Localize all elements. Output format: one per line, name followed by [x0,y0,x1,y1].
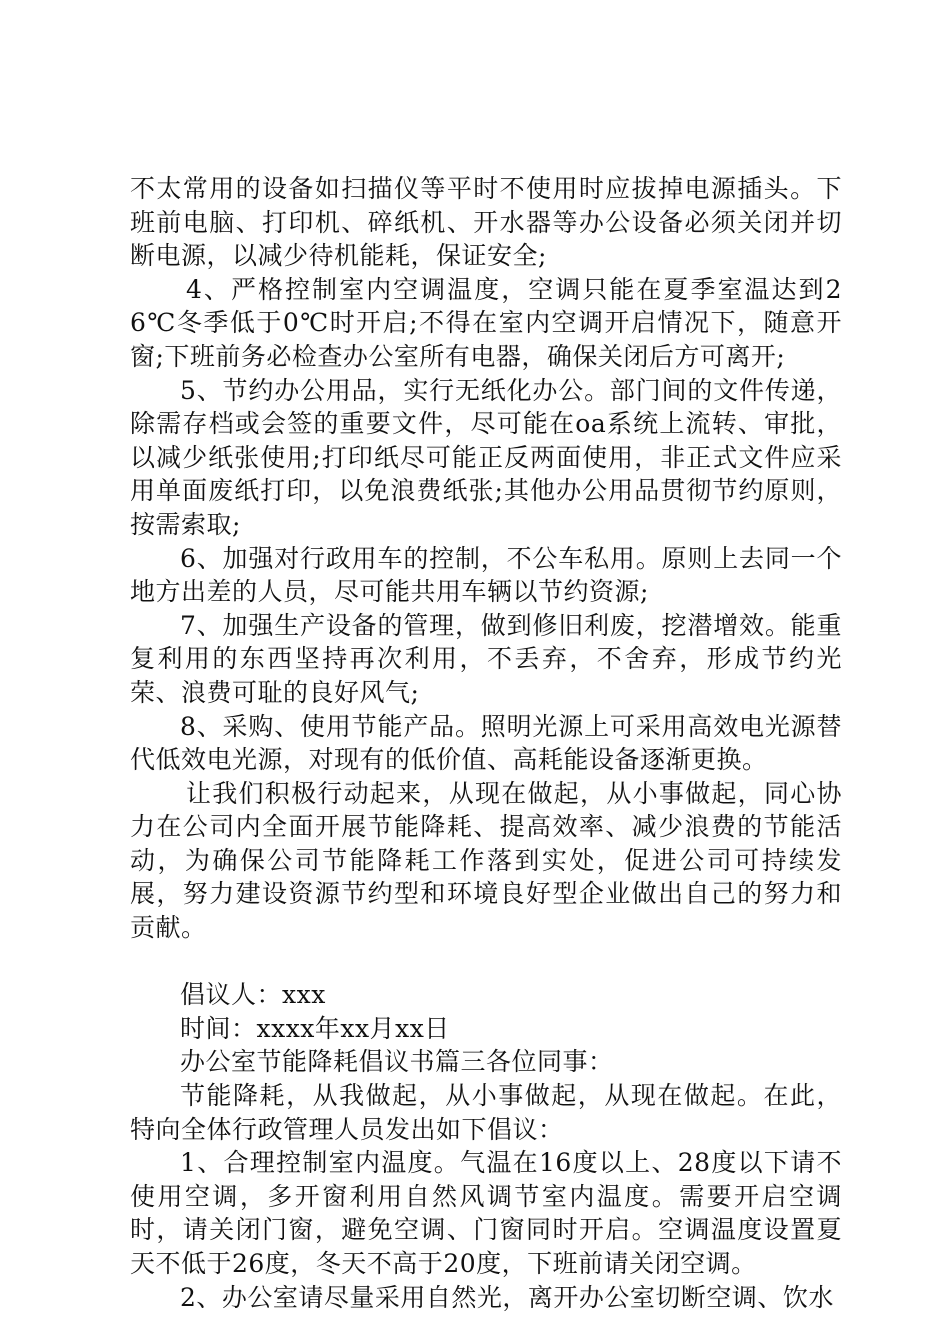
paragraph-item-7: 7、加强生产设备的管理，做到修旧利废，挖潜增效。能重复利用的东西坚持再次利用，不丢弃，不舍弃，形成节约光荣、浪费可耻的良好风气; [130,610,842,707]
paragraph-item-5: 5、节约办公用品，实行无纸化办公。部门间的文件传递，除需存档或会签的重要文件，尽可能在oa系统上流转、审批，以减少纸张使用;打印纸尽可能正反两面使用，非正式文件应采用单面废纸打印，以免浪费纸张;其他办公用品贯彻节约原则，按需索取; [130,375,842,539]
paragraph-call-to-action: 让我们积极行动起来，从现在做起，从小事做起，同心协力在公司内全面开展节能降耗、提高效率、减少浪费的节能活动，为确保公司节能降耗工作落到实处，促进公司可持续发展，努力建设资源节约型和环境良好型企业做出自己的努力和贡献。 [130,778,842,943]
blank-line [130,945,842,979]
paragraph-intro: 节能降耗，从我做起，从小事做起，从现在做起。在此，特向全体行政管理人员发出如下倡议： [130,1081,842,1144]
paragraph-item-6: 6、加强对行政用车的控制，不公车私用。原则上去同一个地方出差的人员，尽可能共用车辆以节约资源; [130,543,842,607]
paragraph-equipment-power: 不太常用的设备如扫描仪等平时不使用时应拔掉电源插头。下班前电脑、打印机、碎纸机、开水器等办公设备必须关闭并切断电源，以减少待机能耗，保证安全; [130,174,842,271]
paragraph-item-1: 1、合理控制室内温度。气温在16度以上、28度以下请不使用空调，多开窗利用自然风调节室内温度。需要开启空调时，请关闭门窗，避免空调、门窗同时开启。空调温度设置夏天不低于26度，冬天不高于20度，下班前请关闭空调。 [130,1148,842,1278]
initiator-line: 倡议人：xxx [180,980,326,1010]
document-body [130,172,842,1314]
date-line: 时间：xxxx年xx月xx日 [180,1013,450,1043]
paragraph-item-4: 4、严格控制室内空调温度，空调只能在夏季室温达到26℃冬季低于0℃时开启;不得在室内空调开启情况下，随意开窗;下班前务必检查办公室所有电器，确保关闭后方可离开; [130,274,842,371]
paragraph-item-2: 2、办公室请尽量采用自然光，离开办公室切断空调、饮水 [180,1282,834,1312]
section-heading: 办公室节能降耗倡议书篇三各位同事： [180,1047,614,1077]
paragraph-item-8: 8、采购、使用节能产品。照明光源上可采用高效电光源替代低效电光源，对现有的低价值、高耗能设备逐渐更换。 [130,711,842,775]
